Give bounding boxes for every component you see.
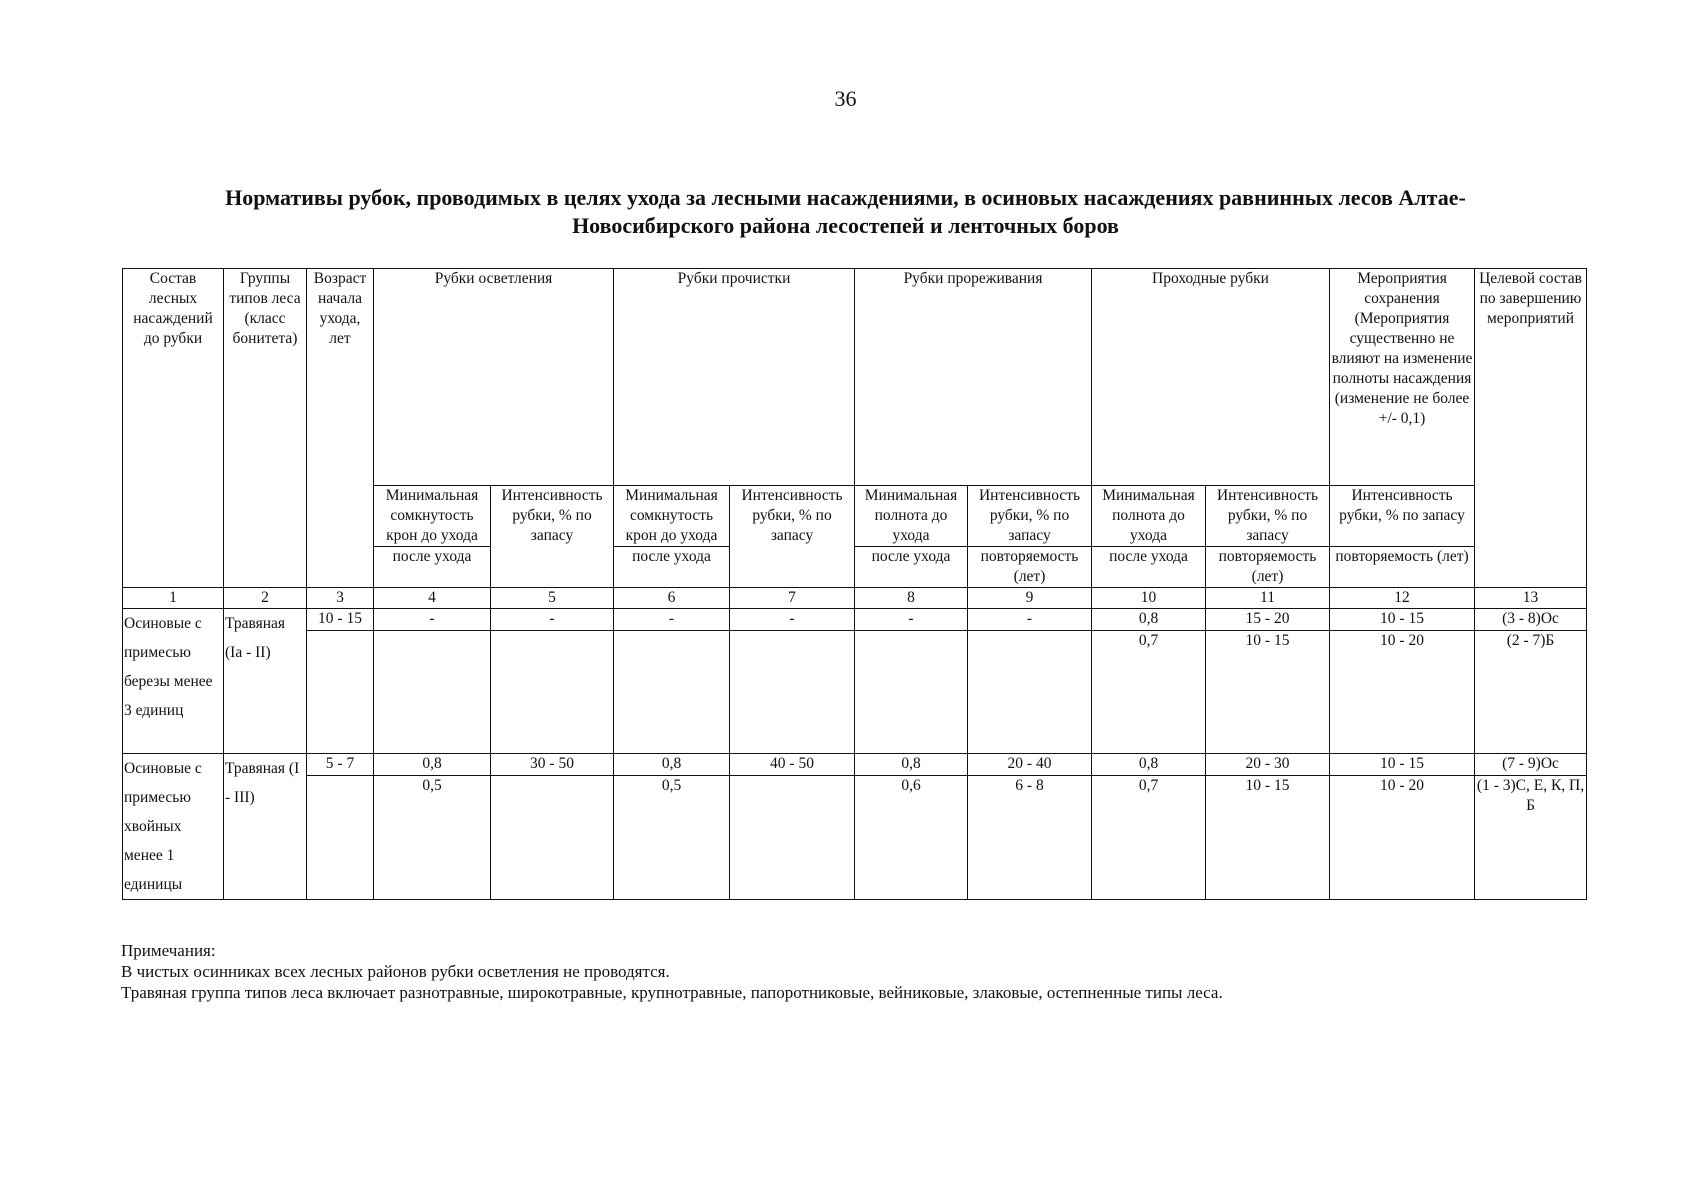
column-number: 9 (968, 588, 1092, 609)
column-number: 6 (614, 588, 730, 609)
table-cell: 10 - 20 (1330, 631, 1475, 754)
table-cell: - (491, 609, 614, 631)
table-cell: 20 - 30 (1206, 754, 1330, 776)
header-conservation-intensity: Интенсивность рубки, % по запасу (1330, 486, 1475, 547)
header-conservation: Мероприятия сохранения (Мероприятия существенно не влияют на изменение полноты насаждения (изменение не более +/- 0,1) (1330, 269, 1475, 486)
header-target: Целевой состав по завершению мероприятий (1475, 269, 1587, 588)
table-cell (968, 631, 1092, 754)
header-passage-density: Минимальная полнота до ухода (1092, 486, 1206, 547)
column-number: 4 (374, 588, 491, 609)
header-cleaning: Рубки прочистки (614, 269, 855, 486)
column-number: 11 (1206, 588, 1330, 609)
header-conservation-repeat: повторяемость (лет) (1330, 547, 1475, 588)
header-clearing-closure: Минимальная сомкнутость крон до ухода (374, 486, 491, 547)
header-clearing: Рубки осветления (374, 269, 614, 486)
column-number: 2 (224, 588, 307, 609)
document-title (120, 184, 1571, 240)
header-passage-intensity: Интенсивность рубки, % по запасу (1206, 486, 1330, 547)
table-cell: 0,8 (855, 754, 968, 776)
header-passage-after: после ухода (1092, 547, 1206, 588)
header-thinning-repeat: повторяемость (лет) (968, 547, 1092, 588)
header-thinning: Рубки прореживания (855, 269, 1092, 486)
header-row-1 (123, 269, 1587, 486)
header-passage-repeat: повторяемость (лет) (1206, 547, 1330, 588)
table-cell (730, 631, 855, 754)
header-age: Возраст начала ухода, лет (307, 269, 374, 588)
forest-type-cell: Травяная (I - III) (224, 754, 307, 900)
table-row (123, 631, 1587, 754)
table-cell: 0,6 (855, 776, 968, 900)
header-thinning-intensity: Интенсивность рубки, % по запасу (968, 486, 1092, 547)
table-cell: 0,8 (1092, 609, 1206, 631)
column-number-row (123, 588, 1587, 609)
column-number: 10 (1092, 588, 1206, 609)
table-cell: - (730, 609, 855, 631)
column-number: 12 (1330, 588, 1475, 609)
table-cell: 15 - 20 (1206, 609, 1330, 631)
table-cell: 0,7 (1092, 631, 1206, 754)
table-cell (855, 631, 968, 754)
composition-cell: Осиновые с примесью березы менее 3 единиц (123, 609, 224, 754)
table-cell (491, 776, 614, 900)
header-cleaning-intensity: Интенсивность рубки, % по запасу (730, 486, 855, 588)
table-row (123, 754, 1587, 776)
table-row (123, 609, 1587, 631)
table-cell: 0,5 (374, 776, 491, 900)
column-number: 8 (855, 588, 968, 609)
header-cleaning-after: после ухода (614, 547, 730, 588)
table-cell: - (374, 609, 491, 631)
table-cell (491, 631, 614, 754)
note-line: В чистых осинниках всех лесных районов рубки осветления не проводятся. (121, 962, 670, 981)
table-cell: 0,5 (614, 776, 730, 900)
table-cell: 10 - 15 (1330, 609, 1475, 631)
table-cell: 40 - 50 (730, 754, 855, 776)
header-forest-types: Группы типов леса (класс бонитета) (224, 269, 307, 588)
table-cell: - (968, 609, 1092, 631)
header-clearing-after: после ухода (374, 547, 491, 588)
age-cell: 5 - 7 (307, 754, 374, 776)
table-cell (730, 776, 855, 900)
notes (121, 940, 1223, 1003)
table-cell: 10 - 15 (1206, 631, 1330, 754)
table-row (123, 776, 1587, 900)
header-thinning-after: после ухода (855, 547, 968, 588)
header-passage: Проходные рубки (1092, 269, 1330, 486)
header-composition: Состав лесных насаждений до рубки (123, 269, 224, 588)
table-cell: - (855, 609, 968, 631)
table-cell: 6 - 8 (968, 776, 1092, 900)
column-number: 13 (1475, 588, 1587, 609)
table-cell: 20 - 40 (968, 754, 1092, 776)
table-cell: 0,7 (1092, 776, 1206, 900)
notes-heading: Примечания: (121, 941, 216, 960)
table-cell: (7 - 9)Ос (1475, 754, 1587, 776)
norms-table (122, 268, 1587, 900)
title-line-1: Нормативы рубок, проводимых в целях ухода за лесными насаждениями, в осиновых насаждениях равнинных лесов Алтае- (225, 185, 1466, 210)
table-cell: (2 - 7)Б (1475, 631, 1587, 754)
age-cell: 10 - 15 (307, 609, 374, 631)
table-cell: (3 - 8)Ос (1475, 609, 1587, 631)
header-clearing-intensity: Интенсивность рубки, % по запасу (491, 486, 614, 588)
table-cell: 30 - 50 (491, 754, 614, 776)
header-cleaning-closure: Минимальная сомкнутость крон до ухода (614, 486, 730, 547)
column-number: 3 (307, 588, 374, 609)
table-cell: 10 - 15 (1330, 754, 1475, 776)
table-cell: 10 - 20 (1330, 776, 1475, 900)
forest-type-cell: Травяная (Ia - II) (224, 609, 307, 754)
title-line-2: Новосибирского района лесостепей и ленточных боров (572, 213, 1119, 238)
composition-cell: Осиновые с примесью хвойных менее 1 единицы (123, 754, 224, 900)
table-cell: 10 - 15 (1206, 776, 1330, 900)
table-cell (374, 631, 491, 754)
column-number: 7 (730, 588, 855, 609)
table-cell: - (614, 609, 730, 631)
note-line: Травяная группа типов леса включает разнотравные, широкотравные, крупнотравные, папоротниковые, вейниковые, злаковые, остепненные типы леса. (121, 983, 1223, 1002)
age-cell-empty (307, 631, 374, 754)
column-number: 5 (491, 588, 614, 609)
table-cell: 0,8 (1092, 754, 1206, 776)
age-cell-empty (307, 776, 374, 900)
table-cell: 0,8 (374, 754, 491, 776)
table-cell: 0,8 (614, 754, 730, 776)
header-thinning-density: Минимальная полнота до ухода (855, 486, 968, 547)
page-number: 36 (834, 86, 857, 111)
table-cell: (1 - 3)С, Е, К, П, Б (1475, 776, 1587, 900)
column-number: 1 (123, 588, 224, 609)
table-cell (614, 631, 730, 754)
